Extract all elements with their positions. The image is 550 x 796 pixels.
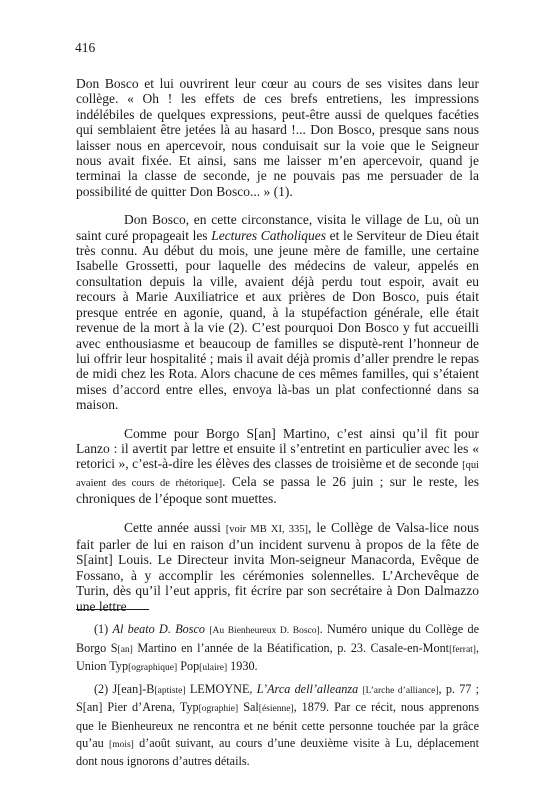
text-run: , Union Typ (76, 640, 480, 674)
footnote (76, 681, 479, 770)
editorial-note: [aptiste] (154, 685, 186, 696)
text-run: , 1879. Par ce récit, nous apprenons que le Bienheureux ne rencontra et ne bénit cette personne touchée par la grâce qu’au (76, 700, 480, 750)
paragraph (76, 76, 479, 199)
text-run: , le Collège de Valsa-lice nous fait parler de lui en raison d’un incident survenu à propos de la fête de S[aint] Louis. Le Directeur invita Mon-seigneur Manacorda, Evêque de Fossano, à y accomplir les cérémonies solennelles. L’Archevêque de Turin, dès qu’il l’eut appris, fit écrire par son secrétaire à Don Dalmazzo une lettre (76, 519, 479, 614)
editorial-note: [ulaire] (199, 663, 228, 674)
text-run: Comme pour Borgo S[an] Martino, c’est ainsi qu’il fit pour Lanzo : il avertit par lettre et ensuite il s’entretint en particulier avec les « retorici », c’est-à-dire les élèves des classes de troisième et de seconde (76, 425, 479, 472)
editorial-note: [ographique] (128, 663, 178, 674)
paragraph (76, 426, 479, 507)
editorial-note: [ographie] (198, 704, 239, 715)
italic-text: Al beato D. Bosco (112, 622, 205, 636)
text-run: . Numéro unique du Collège de Borgo S (76, 622, 479, 655)
text-run: Cette année aussi (124, 519, 226, 535)
footnote-separator (76, 609, 149, 610)
text-run: 1930. (227, 659, 258, 674)
page-number: 416 (75, 40, 96, 55)
text-run: Don Bosco, en cette circonstance, visita le village de Lu, où un saint curé propageait les (76, 212, 479, 243)
footnote (76, 621, 479, 677)
text-run: Sal (238, 700, 259, 715)
text-run: Don Bosco et lui ouvrirent leur cœur au cours de ses visites dans leur collège. « Oh ! les effets de ces brefs entretiens, les impressions indélébiles de quelques expressions, peut-être aussi de quelques facéties qui semblaient être jetées là au hasard !... Don Bosco, presque sans nous laisser nous en apercevoir, nous conduisait sur la voie que le Seigneur nous avait fixée. Et ainsi, sans me laisser m’en apercevoir, quand je terminai la classe de seconde, je ne pouvais pas me persuader de la possibilité de quitter Don Bosco... » (1). (76, 76, 479, 199)
editorial-note: [L’arche d’alliance] (362, 685, 439, 696)
text-run: Pop (177, 659, 200, 674)
text-run: , p. 77 ; S[an] Pier d’Arena, Typ (76, 681, 480, 715)
text-run: . Cela se passa le 26 juin ; sur le reste, les chroniques de l’époque sont muettes. (76, 473, 479, 507)
paragraph (76, 212, 479, 412)
editorial-note: [mois] (109, 739, 134, 750)
editorial-note: [voir MB XI, 335] (225, 523, 309, 535)
editorial-note: [Au Bienheureux D. Bosco] (209, 626, 320, 636)
text-run: (1) (94, 622, 113, 636)
editorial-note: [qui avaient des cours de rhétorique] (76, 460, 479, 489)
text-run: d’août suivant, au cours d’une deuxième visite à Lu, déplacement dont nous ignorons d’autres détails. (76, 735, 479, 769)
paragraph (76, 520, 479, 614)
editorial-note: [an] (117, 644, 133, 655)
text-run: Martino en l’année de la Béatification, p. 23. Casale-en-Mont (132, 640, 450, 655)
footnotes (76, 621, 479, 774)
text-run: (2) J[ean]-B (94, 681, 155, 696)
body-text (76, 76, 479, 614)
text-run: LEMOYNE, (185, 681, 257, 696)
italic-text: Lectures Catholiques (211, 227, 327, 243)
editorial-note: [ferrat] (449, 644, 476, 655)
italic-text: L’Arca dell’alleanza (256, 681, 359, 696)
text-run: et le Serviteur de Dieu était très connu. Au début du mois, une jeune mère de famille, une certaine Isabelle Grossetti, pour laquelle des médecins de valeur, appelés en consultation depuis la ville, avaient déjà perdu tout espoir, avait eu recours à Marie Auxiliatrice et aux prières de Don Bosco, puis était presque entrée en agonie, quand, à la stupéfaction générale, elle était revenue de la mort à la vie (2). C’est pourquoi Don Bosco y fut accueilli avec enthousiasme et beaucoup de familles se disputè-rent l’honneur de lui offrir leur hospitalité ; mais il avait déjà promis d’aller prendre le repas de midi chez les Rota. Alors chacune de ces mêmes familles, qui s’étaient mises d’accord entre elles, envoya là-bas un plat confectionné dans sa maison. (76, 227, 479, 413)
editorial-note: [ésienne] (258, 704, 294, 715)
